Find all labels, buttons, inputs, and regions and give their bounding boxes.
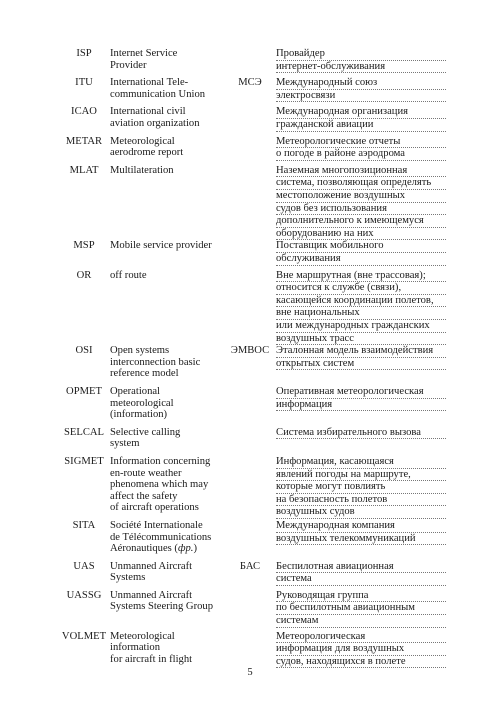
page-number: 5 bbox=[247, 667, 253, 678]
glossary-entry bbox=[60, 520, 440, 555]
english-term-line: aerodrome report bbox=[110, 147, 184, 159]
russian-definition-line: вне национальных bbox=[276, 307, 446, 320]
russian-definition-line: Метеорологическая bbox=[276, 631, 446, 644]
entry-english-term bbox=[110, 631, 228, 666]
english-term-line: Internet Service bbox=[110, 48, 178, 59]
entry-english-term bbox=[110, 345, 228, 380]
russian-definition-line: Эталонная модель взаимодействия bbox=[276, 345, 446, 358]
russian-definition-line: по беспилотным авиационным bbox=[276, 602, 446, 615]
entry-russian-definition bbox=[276, 77, 446, 102]
russian-definition-line: открытых систем bbox=[276, 358, 446, 371]
russian-definition-line: судов без использования bbox=[276, 203, 446, 216]
english-term-line: en-route weather bbox=[110, 467, 182, 479]
glossary-entry bbox=[60, 48, 440, 71]
glossary-entry bbox=[60, 455, 440, 518]
english-term-line: Open systems bbox=[110, 345, 170, 357]
glossary-entry bbox=[60, 427, 440, 450]
english-term-line: Provider bbox=[110, 59, 147, 71]
entry-russian-definition bbox=[276, 427, 446, 440]
russian-definition-line: интернет-обслуживания bbox=[276, 61, 446, 74]
glossary-entry bbox=[60, 106, 440, 129]
entry-abbreviation: OSI bbox=[75, 345, 93, 357]
russian-definition-line: о погоде в районе аэродрома bbox=[276, 148, 446, 161]
glossary-entry bbox=[60, 561, 440, 584]
russian-definition-line: относится к службе (связи), bbox=[276, 282, 446, 295]
russian-definition-line: дополнительного к имеющемуся bbox=[276, 215, 446, 228]
entry-abbreviation: UASSG bbox=[66, 589, 102, 601]
entry-abbreviation: MSP bbox=[73, 240, 95, 252]
english-term-line: aviation organization bbox=[110, 117, 200, 129]
russian-definition-line: оборудованию на них bbox=[276, 228, 446, 241]
english-term-line: Operational bbox=[110, 385, 161, 397]
entry-russian-definition bbox=[276, 631, 446, 669]
russian-definition-line: Информация, касающаяся bbox=[276, 456, 446, 469]
russian-definition-line: касающейся координации полетов, bbox=[276, 295, 446, 308]
english-term-line: Société Internationale bbox=[110, 519, 203, 531]
abbreviation-list bbox=[60, 48, 440, 665]
english-term-line: off route bbox=[110, 269, 147, 281]
entry-russian-definition bbox=[276, 345, 446, 370]
glossary-entry bbox=[60, 386, 440, 421]
russian-definition-line: информация для воздушных bbox=[276, 643, 446, 656]
russian-definition-line: Международная организация bbox=[276, 106, 446, 119]
entry-abbreviation: UAS bbox=[73, 560, 95, 572]
russian-definition-line: Международная компания bbox=[276, 520, 446, 533]
russian-definition-line: Система избирательного вызова bbox=[276, 427, 446, 440]
english-term-line: information bbox=[110, 642, 161, 654]
english-term-line: reference model bbox=[110, 368, 179, 380]
entry-russian-definition bbox=[276, 165, 446, 241]
russian-definition-line: системам bbox=[276, 615, 446, 628]
glossary-entry bbox=[60, 77, 440, 100]
entry-english-term bbox=[110, 48, 228, 71]
entry-russian-definition bbox=[276, 106, 446, 131]
russian-definition-line: Оперативная метеорологическая bbox=[276, 386, 446, 399]
russian-definition-line: воздушных судов bbox=[276, 506, 446, 519]
glossary-entry bbox=[60, 631, 440, 666]
entry-english-term bbox=[110, 456, 228, 514]
entry-english-term bbox=[110, 240, 228, 252]
entry-abbreviation: SIGMET bbox=[64, 455, 104, 467]
glossary-entry bbox=[60, 269, 440, 344]
entry-english-term bbox=[110, 77, 228, 100]
entry-russian-abbreviation: МСЭ bbox=[238, 77, 262, 89]
entry-abbreviation: OPMET bbox=[66, 385, 102, 397]
entry-english-term bbox=[110, 165, 228, 177]
entry-russian-definition bbox=[276, 240, 446, 265]
entry-english-term bbox=[110, 590, 228, 613]
entry-abbreviation: METAR bbox=[65, 135, 103, 147]
russian-definition-line: воздушных трасс bbox=[276, 333, 446, 346]
entry-abbreviation: SITA bbox=[72, 519, 96, 531]
entry-russian-abbreviation: ЭМВОС bbox=[230, 345, 270, 357]
entry-english-term bbox=[110, 270, 228, 282]
english-term-line: of aircraft operations bbox=[110, 502, 199, 514]
entry-russian-definition bbox=[276, 136, 446, 161]
russian-definition-line: или международных гражданских bbox=[276, 320, 446, 333]
glossary-entry bbox=[60, 136, 440, 159]
english-term-line: Meteorological bbox=[110, 630, 175, 642]
russian-definition-line: явлений погоды на маршруте, bbox=[276, 469, 446, 482]
russian-definition-line: система, позволяющая определять bbox=[276, 177, 446, 190]
english-term-line: phenomena which may bbox=[110, 479, 209, 491]
glossary-entry bbox=[60, 590, 440, 625]
english-term-line: for aircraft in flight bbox=[110, 653, 193, 665]
entry-english-term bbox=[110, 136, 228, 159]
glossary-entry bbox=[60, 345, 440, 380]
english-term-line: Information concerning bbox=[110, 455, 211, 467]
entry-russian-definition bbox=[276, 590, 446, 628]
entry-russian-definition bbox=[276, 48, 446, 73]
russian-definition-line: местоположение воздушных bbox=[276, 190, 446, 203]
english-term-line: Unmanned Aircraft bbox=[110, 560, 193, 572]
entry-english-term bbox=[110, 561, 228, 584]
english-term-line: meteorological bbox=[110, 397, 174, 409]
entry-russian-definition bbox=[276, 520, 446, 545]
entry-abbreviation: MLAT bbox=[69, 164, 99, 176]
russian-definition-line: воздушных телекоммуникаций bbox=[276, 533, 446, 546]
russian-definition-line: информация bbox=[276, 399, 446, 412]
entry-russian-definition bbox=[276, 270, 446, 346]
russian-definition-line: на безопасность полетов bbox=[276, 494, 446, 507]
english-term-line: de Télécommunications bbox=[110, 531, 212, 543]
russian-definition-line: Вне маршрутная (вне трассовая); bbox=[276, 270, 446, 283]
russian-definition-line: Беспилотная авиационная bbox=[276, 561, 446, 574]
russian-definition-line: обслуживания bbox=[276, 253, 446, 266]
english-term-line: International Tele- bbox=[110, 77, 189, 89]
entry-abbreviation: ICAO bbox=[71, 106, 97, 118]
russian-definition-line: гражданской авиации bbox=[276, 119, 446, 132]
entry-russian-abbreviation: БАС bbox=[239, 560, 261, 572]
russian-definition-line: Поставщик мобильного bbox=[276, 240, 446, 253]
russian-definition-line: которые могут повлиять bbox=[276, 481, 446, 494]
english-term-line: (information) bbox=[110, 409, 168, 421]
entry-russian-definition bbox=[276, 456, 446, 519]
english-term-line: Meteorological bbox=[110, 135, 175, 147]
russian-definition-line: Руководящая группа bbox=[276, 590, 446, 603]
russian-definition-line: Наземная многопозиционная bbox=[276, 165, 446, 178]
entry-abbreviation: ITU bbox=[75, 77, 93, 89]
glossary-entry bbox=[60, 164, 440, 239]
english-term-line: Systems Steering Group bbox=[110, 601, 213, 613]
entry-russian-definition bbox=[276, 386, 446, 411]
english-term-line: communication Union bbox=[110, 88, 206, 100]
entry-english-term bbox=[110, 520, 228, 555]
russian-definition-line: Международный союз bbox=[276, 77, 446, 90]
russian-definition-line: система bbox=[276, 573, 446, 586]
english-term-line: Multilateration bbox=[110, 164, 174, 176]
english-term-line: Selective calling bbox=[110, 426, 181, 438]
entry-abbreviation: OR bbox=[76, 269, 92, 281]
russian-definition-line: Провайдер bbox=[276, 48, 446, 61]
russian-definition-line: Метеорологические отчеты bbox=[276, 136, 446, 149]
english-term-line: International civil bbox=[110, 106, 186, 118]
english-term-line: affect the safety bbox=[110, 490, 178, 502]
russian-definition-line: электросвязи bbox=[276, 90, 446, 103]
entry-english-term bbox=[110, 386, 228, 421]
english-term-line: Aéronautiques (фр.) bbox=[110, 543, 197, 555]
entry-russian-definition bbox=[276, 561, 446, 586]
entry-english-term bbox=[110, 427, 228, 450]
entry-abbreviation: VOLMET bbox=[61, 630, 107, 642]
entry-abbreviation: SELCAL bbox=[63, 426, 105, 438]
english-term-line: interconnection basic bbox=[110, 356, 201, 368]
english-term-line: Unmanned Aircraft bbox=[110, 589, 193, 601]
english-term-line: system bbox=[110, 438, 140, 450]
russian-definition-line: судов, находящихся в полете bbox=[276, 656, 446, 669]
entry-english-term bbox=[110, 106, 228, 129]
english-term-line: Systems bbox=[110, 572, 146, 584]
glossary-entry bbox=[60, 240, 440, 263]
english-term-line: Mobile service provider bbox=[110, 240, 212, 252]
entry-abbreviation: ISP bbox=[76, 48, 92, 59]
